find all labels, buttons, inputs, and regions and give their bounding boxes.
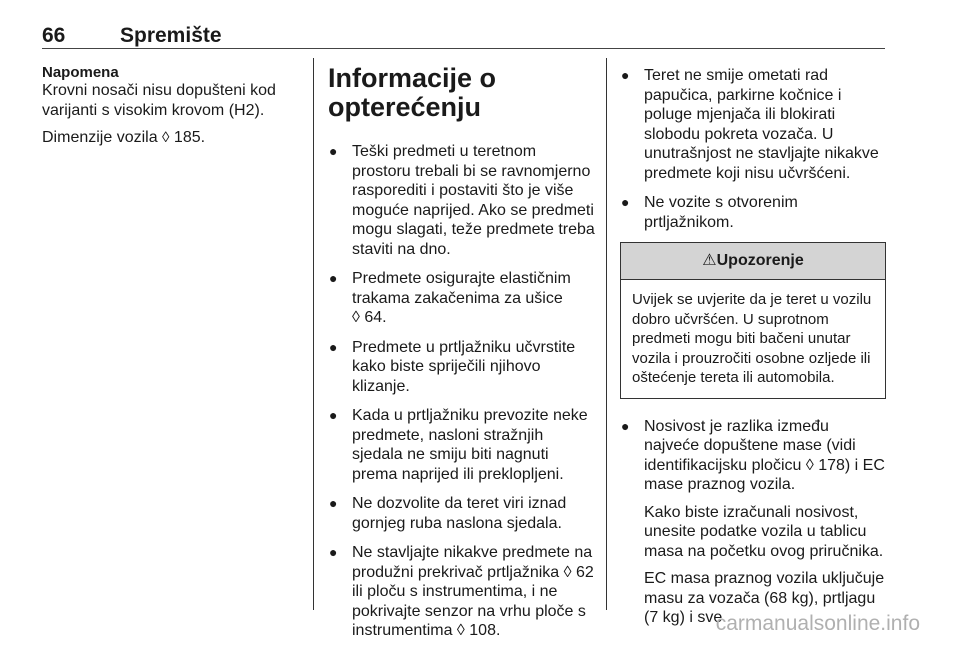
ec-mass-text: EC masa praznog vozila uključuje masu za vozača (68 kg), prtljagu (7 kg) i sve (644, 570, 885, 626)
column-right (620, 66, 886, 638)
loading-info-list (328, 142, 596, 641)
column-divider-left (313, 58, 314, 610)
dimensions-paragraph (42, 128, 298, 148)
payload-list (620, 417, 886, 628)
dimensions-page-ref[interactable]: 185. (173, 129, 206, 146)
list-item: ● Teret ne smije ometati rad papučica, parkirne kočnice i poluge mjenjača ili blokirati slobodu pokreta vozača. U unutrašnjost ne stavljajte nikakve predmete koji nisu učvršćeni. (621, 67, 879, 182)
warning-header (621, 243, 885, 280)
bullet-icon: ● (329, 407, 338, 423)
column-middle (328, 64, 596, 651)
bullet-icon: ● (329, 143, 338, 159)
list-item: ● Predmete osigurajte elastičnim trakama zakačenima za ušice ◊ 64. (329, 270, 571, 326)
list-item: ● Ne stavljajte nikakve predmete na produžni prekrivač prtljažnika ◊ 62 ili ploču s instrumentima, i ne pokrivajte senzor na vrhu ploče s instrumentima ◊ 108. (329, 544, 594, 639)
warning-box (620, 242, 886, 399)
warning-text: Uvijek se uvjerite da je teret u vozilu dobro učvršćen. U suprotnom predmeti mogu biti bačeni unutar vozila i prouzročiti osobne ozljede ili oštećenje tereta ili automobila. (632, 291, 872, 386)
bullet-icon: ● (621, 417, 630, 434)
column-divider-right (606, 58, 607, 610)
bullet-icon: ● (329, 270, 338, 286)
list-item: ● Teški predmeti u teretnom prostoru trebali bi se ravnomjerno rasporediti i postaviti što je više moguće naprijed. Ako se predmeti mogu slagati, teže predmete treba staviti na dno. (329, 143, 595, 258)
bullet-icon: ● (621, 194, 630, 210)
payload-calc-text: Kako biste izračunali nosivost, unesite podatke vozila u tablicu masa na početku ovog priručnika. (644, 503, 884, 560)
dimensions-text: Dimenzije vozila (42, 129, 158, 146)
page-header (42, 24, 885, 49)
page-reference-icon: ◊ (162, 129, 170, 146)
note-title: Napomena (42, 64, 119, 81)
bullet-icon: ● (329, 495, 338, 511)
list-item: ● Predmete u prtljažniku učvrstite kako biste spriječili njihovo klizanje. (329, 338, 576, 395)
warning-title: Upozorenje (716, 252, 804, 269)
section-title: Spremište (120, 24, 222, 47)
bullet-icon: ● (621, 67, 630, 83)
page-number: 66 (42, 24, 66, 47)
column-left (42, 64, 298, 156)
bullet-icon: ● (329, 544, 338, 560)
note-text: Krovni nosači nisu dopušteni kod varijanti s visokim krovom (H2). (42, 82, 276, 119)
section-heading: Informacije o opterećenju (328, 63, 497, 122)
list-item: ● Kada u prtljažniku prevozite neke predmete, nasloni stražnjih sjedala ne smiju biti nagnuti prema naprijed ili preklopljeni. (329, 407, 588, 483)
list-item: ● Ne dozvolite da teret viri iznad gornjeg ruba naslona sjedala. (329, 495, 567, 532)
loading-rules-list (620, 66, 886, 232)
warning-icon: ⚠ (702, 252, 717, 269)
watermark: carmanualsonline.info (715, 612, 920, 635)
page-reference[interactable]: ◊ 64. (352, 309, 387, 326)
bullet-icon: ● (329, 338, 338, 355)
list-item: ● Nosivost je razlika između najveće dopuštene mase (vidi identifikacijsku pločicu ◊ 178) i EC mase praznog vozila. Kako biste izračunali nosivost, unesite podatke vozila u tablicu masa na početku ovog priručnika. EC masa praznog vozila uključuje masu za vozača (68 kg), prtljagu (7 kg) i sve (621, 417, 885, 626)
list-item: ● Ne vozite s otvorenim prtljažnikom. (621, 194, 798, 231)
